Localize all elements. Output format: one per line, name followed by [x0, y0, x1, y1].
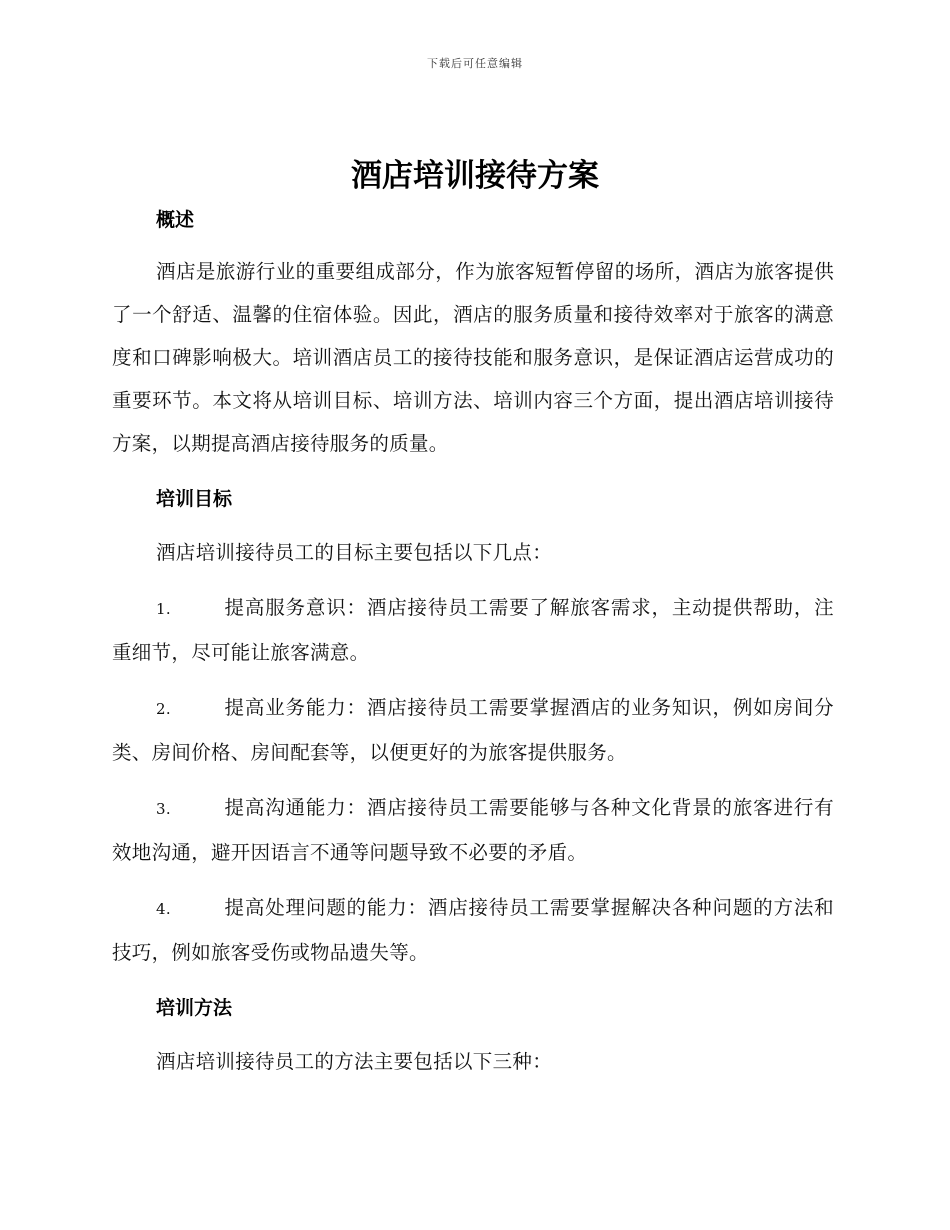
goal-item-4 [112, 886, 834, 974]
document-title: 酒店培训接待方案 [351, 158, 599, 194]
section-heading-overview: 概述 [156, 209, 195, 231]
document-body [112, 200, 834, 1083]
section-heading-methods: 培训方法 [156, 997, 233, 1019]
section-heading-goals: 培训目标 [156, 488, 233, 510]
goal-item-1 [112, 586, 834, 674]
list-number: 3. [156, 800, 171, 818]
list-number: 4. [156, 900, 171, 918]
goal-item-3 [112, 786, 834, 874]
list-item-text: 提高服务意识：酒店接待员工需要了解旅客需求，主动提供帮助，注重细节，尽可能让旅客满意。 [112, 596, 834, 664]
goals-intro: 酒店培训接待员工的目标主要包括以下几点： [156, 541, 553, 564]
methods-intro: 酒店培训接待员工的方法主要包括以下三种： [156, 1050, 553, 1073]
page-header-note: 下载后可任意编辑 [427, 57, 523, 70]
goal-item-2 [112, 686, 834, 774]
list-number: 2. [156, 700, 171, 718]
list-item-text: 提高处理问题的能力：酒店接待员工需要掌握解决各种问题的方法和技巧，例如旅客受伤或物品遗失等。 [112, 896, 834, 964]
list-item-text: 提高沟通能力：酒店接待员工需要能够与各种文化背景的旅客进行有效地沟通，避开因语言不通等问题导致不必要的矛盾。 [112, 796, 834, 864]
overview-paragraph: 酒店是旅游行业的重要组成部分，作为旅客短暂停留的场所，酒店为旅客提供了一个舒适、温馨的住宿体验。因此，酒店的服务质量和接待效率对于旅客的满意度和口碑影响极大。培训酒店员工的接待技能和服务意识，是保证酒店运营成功的重要环节。本文将从培训目标、培训方法、培训内容三个方面，提出酒店培训接待方案，以期提高酒店接待服务的质量。 [112, 260, 834, 455]
list-item-text: 提高业务能力：酒店接待员工需要掌握酒店的业务知识，例如房间分类、房间价格、房间配套等，以便更好的为旅客提供服务。 [112, 696, 834, 764]
list-number: 1. [156, 600, 171, 618]
